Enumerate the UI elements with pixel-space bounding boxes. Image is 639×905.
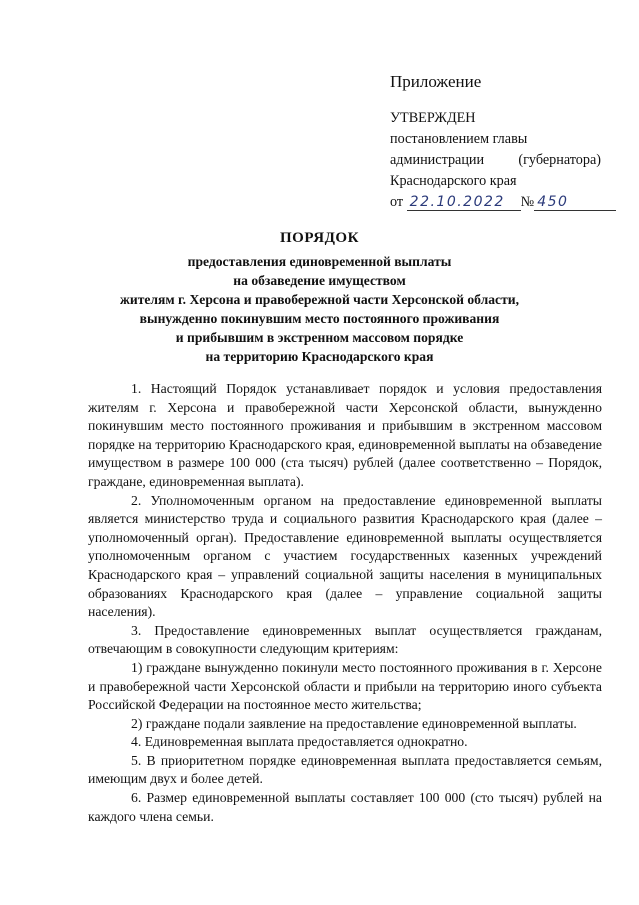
- paragraph: 3. Предоставление единовременных выплат осуществляется гражданам, отвечающим в совокупности следующим критериям:: [88, 622, 602, 657]
- title-line: вынужденно покинувшим место постоянного проживания: [139, 311, 500, 326]
- handwritten-number: 450: [534, 194, 616, 211]
- paragraph: 4. Единовременная выплата предоставляется однократно.: [131, 734, 468, 750]
- approval-block: [390, 108, 616, 213]
- title-line: предоставления единовременной выплаты: [187, 254, 452, 269]
- appendix-label: Приложение: [390, 72, 482, 91]
- title-line: жителям г. Херсона и правобережной части Херсонской области,: [120, 292, 519, 307]
- paragraph: 1. Настоящий Порядок устанавливает порядок и условия предоставления жителям г. Херсона и правобережной части Херсонской области, вынужденно покинувшим место постоянного проживания и прибывшим в экстренном массовом порядке на территорию Краснодарского края, единовременной выплаты на обзаведение имуществом в размере 100 000 (ста тысяч) рублей (далее соответственно – Порядок, граждане, единовременная выплата).: [88, 381, 602, 489]
- paragraph: 2) граждане подали заявление на предоставление единовременной выплаты.: [131, 715, 577, 731]
- paragraph: 2. Уполномоченным органом на предоставление единовременной выплаты является министерство труда и социального развития Краснодарского края (далее – уполномоченный орган). Предоставление единовременной выплаты осуществляется уполномоченным органом с участием государственных казенных учреждений Краснодарского края – управлений социальной защиты населения в муниципальных образованиях Краснодарского края (далее – управление социальной защиты населения).: [88, 492, 602, 620]
- title-line: на обзаведение имуществом: [233, 273, 406, 288]
- date-number-line: [390, 192, 616, 213]
- document-title-block: [0, 230, 639, 366]
- approved-line-3a: администрации: [390, 152, 485, 168]
- title-line: и прибывшим в экстренном массовом порядке: [175, 330, 464, 345]
- approved-line-3: [390, 150, 601, 171]
- approved-line-2: постановлением главы: [390, 131, 528, 147]
- paragraph: 1) граждане вынужденно покинули место постоянного проживания в г. Херсоне и правобережной части Херсонской области и прибыли на территорию иного субъекта Российской Федерации на постоянное место жительства;: [88, 659, 602, 713]
- handwritten-date: 22.10.2022: [407, 194, 521, 211]
- paragraph: 5. В приоритетном порядке единовременная выплата предоставляется семьям, имеющим двух и более детей.: [88, 752, 602, 787]
- number-sign: №: [520, 194, 535, 210]
- approved-line-3b: (губернатора): [518, 152, 601, 168]
- approved-line-4: Краснодарского края: [390, 173, 517, 189]
- paragraph: 6. Размер единовременной выплаты составляет 100 000 (сто тысяч) рублей на каждого члена семьи.: [88, 790, 602, 824]
- document-body: [88, 380, 602, 826]
- title-line: на территорию Краснодарского края: [205, 349, 434, 364]
- date-prefix: от: [390, 194, 404, 210]
- approved-heading: УТВЕРЖДЕН: [390, 110, 476, 126]
- document-title: ПОРЯДОК: [280, 230, 359, 246]
